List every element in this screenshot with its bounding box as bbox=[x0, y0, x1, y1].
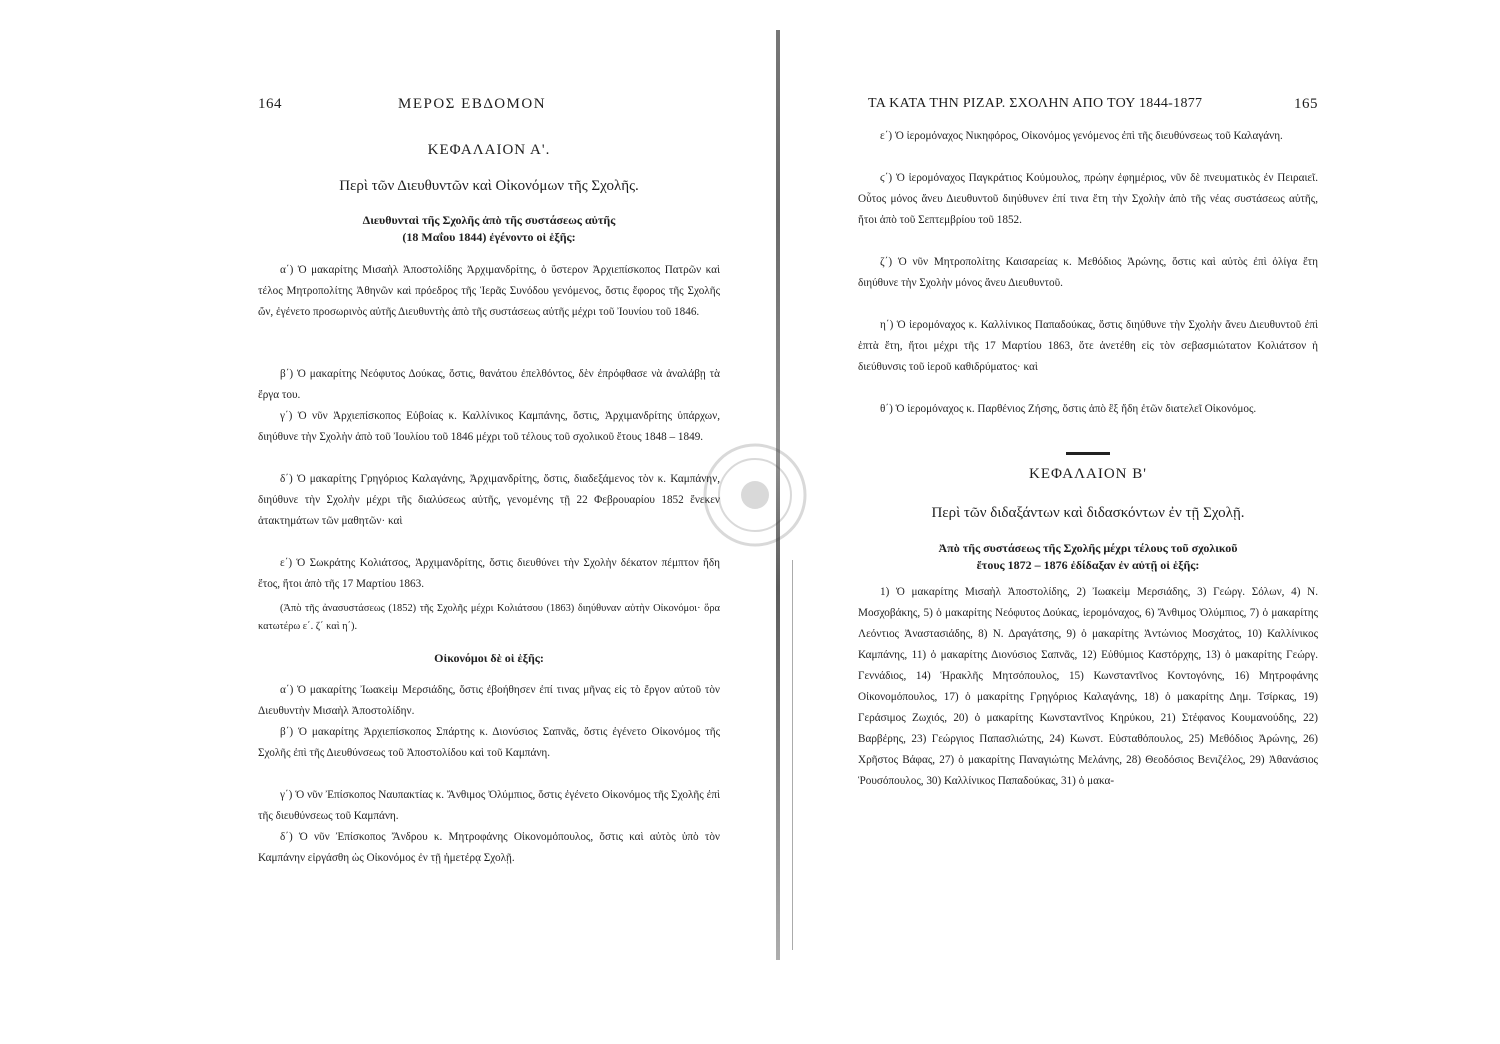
steward-item-f: ϛ΄) Ὁ ἱερομόναχος Παγκράτιος Κούμουλος, πρώην ἐφημέριος, νῦν δὲ πνευματικὸς ἐν Πειραιεῖ. Οὗτος μόνος ἄνευ Διευθυντοῦ διηύθυνεν ἐπί τινα ἔτη τὴν Σχολὴν ἀπὸ τῆς νέας συστάσεως αὐτῆς, ἤτοι ἀπὸ τοῦ Σεπτεμβρίου τοῦ 1852. bbox=[858, 172, 1318, 226]
steward-item-a: α΄) Ὁ μακαρίτης Ἰωακεὶμ Μερσιάδης, ὅστις ἐβοήθησεν ἐπί τινας μῆνας εἰς τὸ ἔργον αὐτοῦ τὸν Διευθυντὴν Μισαὴλ Ἀποστολίδην. bbox=[258, 684, 720, 717]
director-item-e: ε΄) Ὁ Σωκράτης Κολιάτσος, Ἀρχιμανδρίτης, ὅστις διευθύνει τὴν Σχολὴν δέκατον πέμπτον ἤδη ἔτος, ἤτοι ἀπὸ τῆς 17 Μαρτίου 1863. bbox=[258, 557, 720, 590]
steward-item-d: δ΄) Ὁ νῦν Ἐπίσκοπος Ἄνδρου κ. Μητροφάνης Οἰκονομόπουλος, ὅστις καὶ αὐτὸς ὑπὸ τὸν Καμπάνην εἰργάσθη ὡς Οἰκονόμος ἐν τῇ ἡμετέρᾳ Σχολῇ. bbox=[258, 831, 720, 864]
chapter-b-subtitle: Περὶ τῶν διδαξάντων καὶ διδασκόντων ἐν τῇ Σχολῇ. bbox=[931, 505, 1245, 521]
directors-heading-line2: (18 Μαΐου 1844) ἐγένοντο οἱ ἑξῆς: bbox=[402, 230, 576, 244]
directors-heading bbox=[258, 212, 720, 246]
right-page-number: 165 bbox=[1294, 96, 1318, 112]
section-divider bbox=[1066, 452, 1110, 455]
teachers-heading bbox=[858, 540, 1318, 574]
chapter-a-subtitle: Περὶ τῶν Διευθυντῶν καὶ Οἰκονόμων τῆς Σχολῆς. bbox=[339, 178, 639, 194]
left-running-head bbox=[258, 96, 720, 120]
stewards-heading: Οἰκονόμοι δὲ οἱ ἑξῆς: bbox=[434, 651, 544, 665]
steward-item-i: θ΄) Ὁ ἱερομόναχος κ. Παρθένιος Ζήσης, ὅστις ἀπὸ ἓξ ἤδη ἐτῶν διατελεῖ Οἰκονόμος. bbox=[880, 403, 1257, 415]
director-item-c: γ΄) Ὁ νῦν Ἀρχιεπίσκοπος Εὐβοίας κ. Καλλίνικος Καμπάνης, ὅστις, Ἀρχιμανδρίτης ὑπάρχων, διηύθυνε τὴν Σχολὴν ἀπὸ τοῦ Ἰουλίου τοῦ 1846 μέχρι τοῦ τέλους τοῦ σχολικοῦ ἔτους 1848 – 1849. bbox=[258, 410, 720, 443]
left-running-title: ΜΕΡΟΣ ΕΒΔΟΜΟΝ bbox=[398, 96, 547, 112]
director-item-a: α΄) Ὁ μακαρίτης Μισαὴλ Ἀποστολίδης Ἀρχιμανδρίτης, ὁ ὕστερον Ἀρχιεπίσκοπος Πατρῶν καὶ τέλος Μητροπολίτης Ἀθηνῶν καὶ πρόεδρος τῆς Ἱερᾶς Συνόδου γενόμενος, ὅστις ἔφορος τῆς Σχολῆς ὤν, ἐγένετο προσωρινὸς αὐτῆς Διευθυντὴς ἀπὸ τῆς συστάσεως αὐτῆς μέχρι τοῦ Ἰουνίου τοῦ 1846. bbox=[258, 264, 720, 318]
steward-item-c: γ΄) Ὁ νῦν Ἐπίσκοπος Ναυπακτίας κ. Ἄνθιμος Ὀλύμπιος, ὅστις ἐγένετο Οἰκονόμος τῆς Σχολῆς ἐπὶ τῆς διευθύνσεως τοῦ Καμπάνη. bbox=[258, 789, 720, 822]
steward-item-e: ε΄) Ὁ ἱερομόναχος Νικηφόρος, Οἰκονόμος γενόμενος ἐπὶ τῆς διευθύνσεως τοῦ Καλαγάνη. bbox=[880, 130, 1283, 142]
teachers-heading-line2: ἔτους 1872 – 1876 ἐδίδαξαν ἐν αὐτῇ οἱ ἑξῆς: bbox=[976, 558, 1200, 572]
right-page bbox=[858, 0, 1318, 1044]
book-gutter-shadow bbox=[792, 560, 793, 950]
right-running-head bbox=[858, 96, 1318, 120]
directors-note: (Ἀπὸ τῆς ἀνασυστάσεως (1852) τῆς Σχολῆς μέχρι Κολιάτσου (1863) διηύθυναν αὐτὴν Οἰκονόμοι· ὅρα κατωτέρω ε΄. ζ΄ καὶ η΄). bbox=[258, 603, 720, 632]
steward-item-b: β΄) Ὁ μακαρίτης Ἀρχιεπίσκοπος Σπάρτης κ. Διονύσιος Σαπνᾶς, ὅστις ἐγένετο Οἰκονόμος τῆς Σχολῆς ἐπὶ τῆς Διευθύνσεως τοῦ Ἀποστολίδου καὶ τοῦ Καμπάνη. bbox=[258, 726, 720, 759]
chapter-a-title: ΚΕΦΑΛΑΙΟΝ Α'. bbox=[427, 142, 551, 158]
steward-item-g: ζ΄) Ὁ νῦν Μητροπολίτης Καισαρείας κ. Μεθόδιος Ἀρώνης, ὅστις καὶ αὐτὸς ἐπὶ ὀλίγα ἔτη διηύθυνε τὴν Σχολὴν μόνος ἄνευ Διευθυντοῦ. bbox=[858, 256, 1318, 289]
director-item-d: δ΄) Ὁ μακαρίτης Γρηγόριος Καλαγάνης, Ἀρχιμανδρίτης, ὅστις, διαδεξάμενος τὸν κ. Καμπάνην, διηύθυνε τὴν Σχολὴν μέχρι τῆς διαλύσεως αὐτῆς, γενομένης τῇ 22 Φεβρουαρίου 1852 ἕνεκεν ἀτακτημάτων τῶν μαθητῶν· καὶ bbox=[258, 473, 720, 527]
steward-item-h: η΄) Ὁ ἱερομόναχος κ. Καλλίνικος Παπαδούκας, ὅστις διηύθυνε τὴν Σχολὴν ἄνευ Διευθυντοῦ ἐπὶ ἑπτὰ ἔτη, ἤτοι μέχρι τῆς 17 Μαρτίου 1863, ὅτε ἀνετέθη εἰς τὸν σεβασμιώτατον Κολιάτσον ἡ διεύθυνσις τοῦ ἱεροῦ καθιδρύματος· καὶ bbox=[858, 319, 1318, 373]
directors-heading-line1: Διευθυνταὶ τῆς Σχολῆς ἀπὸ τῆς συστάσεως αὐτῆς bbox=[362, 213, 616, 227]
teachers-list: 1) Ὁ μακαρίτης Μισαὴλ Ἀποστολίδης, 2) Ἰωακεὶμ Μερσιάδης, 3) Γεώργ. Σόλων, 4) Ν. Μοσχοβάκης, 5) ὁ μακαρίτης Νεόφυτος Δούκας, ἱερομόναχος, 6) Ἄνθιμος Ὀλύμπιος, 7) ὁ μακαρίτης Λεόντιος Ἀναστασιάδης, 8) Ν. Δραγάτσης, 9) ὁ μακαρίτης Ἀντώνιος Μοσχάτος, 10) Καλλίνικος Καμπάνης, 11) ὁ μακαρίτης Διονύσιος Σαπνᾶς, 12) Εὐθύμιος Καστόρχης, 13) ὁ μακαρίτης Γεώργ. Γεννάδιος, 14) Ἡρακλῆς Μητσόπουλος, 15) Κωνσταντῖνος Κοντογόνης, 16) Μητροφάνης Οἰκονομόπουλος, 17) ὁ μακαρίτης Γρηγόριος Καλαγάνης, 18) ὁ μακαρίτης Δημ. Τσίρκας, 19) Γεράσιμος Ζωχιός, 20) ὁ μακαρίτης Κωνσταντῖνος Κηρύκου, 21) Στέφανος Κουμανούδης, 22) Βαρβέρης, 23) Γεώργιος Παπασλιώτης, 24) Κωνστ. Εὐσταθόπουλος, 25) Μεθόδιος Ἀρώνης, 26) Χρῆστος Βάφας, 27) ὁ μακαρίτης Παναγιώτης Μελάνης, 28) Θεοδόσιος Βενιζέλος, 29) Ἀθανάσιος Ῥουσόπουλος, 30) Καλλίνικος Παπαδούκας, 31) ὁ μακα- bbox=[858, 586, 1318, 787]
left-page bbox=[258, 0, 720, 1044]
teachers-heading-line1: Ἀπὸ τῆς συστάσεως τῆς Σχολῆς μέχρι τέλους τοῦ σχολικοῦ bbox=[938, 541, 1238, 555]
director-item-b: β΄) Ὁ μακαρίτης Νεόφυτος Δούκας, ὅστις, θανάτου ἐπελθόντος, δὲν ἐπρόφθασε νὰ ἀναλάβῃ τὰ ἔργα του. bbox=[258, 368, 720, 401]
left-page-number: 164 bbox=[258, 96, 282, 112]
chapter-b-title: ΚΕΦΑΛΑΙΟΝ Β' bbox=[1029, 466, 1147, 482]
right-running-title: ΤΑ ΚΑΤΑ ΤΗΝ ΡΙΖΑΡ. ΣΧΟΛΗΝ ΑΠΟ ΤΟΥ 1844-1877 bbox=[868, 96, 1203, 111]
